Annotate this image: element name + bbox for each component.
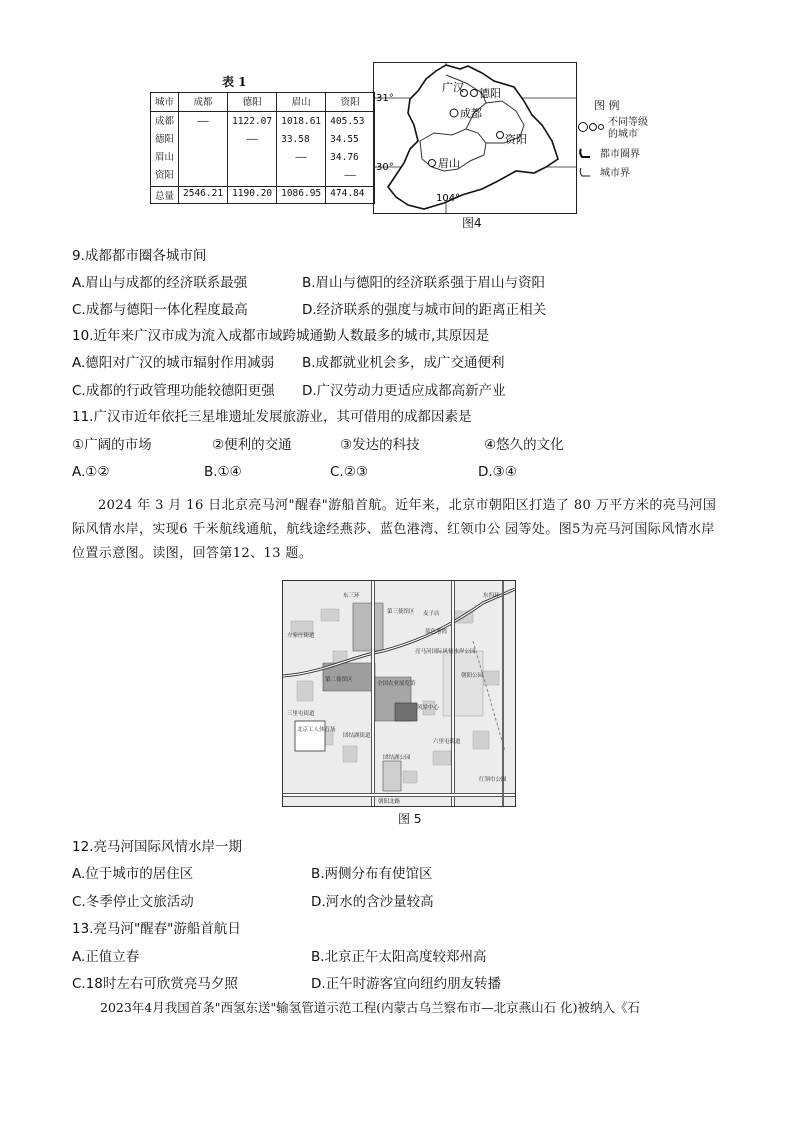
label-chaoyang-park: 朝阳公园 [461,673,484,679]
label-sanlitun: 三里屯街道 [287,711,315,717]
table1-cell: —— [197,116,209,127]
passage-hydrogen: 2023年4月我国首条"西氢东送"输氢管道示范工程(内蒙古乌兰察布市—北京燕山石 化)被纳入《石 [100,1000,640,1015]
table1-total: 2546.21 [179,187,228,204]
label-tuanjiehu: 团结湖公园 [383,755,411,761]
table1-total-row [151,187,375,204]
table1-row-city: 资阳 [155,170,175,181]
figure4-map-svg [374,63,576,213]
table1-cell: 34.55 [330,134,359,145]
q10-option-b: B.成都就业机会多，成广交通便利 [302,355,505,371]
q13-option-c: C.18时左右可欣赏亮马夕照 [72,976,238,992]
table1-col-chengdu [179,112,228,187]
city-label-guanghan: 广汉 [442,81,464,94]
q13-stem: 13.亮马河"醒春"游船首航日 [72,921,241,937]
q11-stem: 11.广汉市近年依托三星堆遗址发展旅游业，其可借用的成都因素是 [72,409,472,425]
table1-cell: 33.58 [281,134,310,145]
table1-row-city: 德阳 [155,134,175,145]
table1-title: 表 1 [222,75,247,89]
figure5-map [282,580,516,807]
q11-option-a: A.①② [72,464,110,480]
q12-option-a: A.位于城市的居住区 [72,866,194,882]
table1-total: 1190.20 [228,187,277,204]
q12-option-d: D.河水的含沙量较高 [311,894,434,910]
city-marker-chengdu [450,109,458,117]
table1-row-city: 眉山 [155,152,175,163]
table1-col-deyang [228,112,277,187]
figure4-caption: 图4 [462,216,482,230]
q10-option-c: C.成都的行政管理功能较德阳更强 [72,383,275,399]
q11-item-1: ①广阔的市场 [72,437,152,453]
table1-row-cities [151,112,179,187]
q11-option-c: C.②③ [330,464,368,480]
table1-cell: —— [344,170,356,181]
label-fengqing: 风景中心 [417,705,440,711]
q13-option-b: B.北京正午太阳高度较郑州高 [311,949,487,965]
label-north-road: 朝阳北路 [378,799,401,805]
legend-city-icon [578,121,606,133]
city-label-chengdu: 成都 [460,107,482,120]
q12-option-c: C.冬季停止文旅活动 [72,894,194,910]
label-park: 亮马河国际风情水岸公园 [415,649,476,655]
city-label-meishan: 眉山 [438,157,460,170]
legend-cityb-icon [578,166,594,178]
lon-104-label: 104° [436,193,461,204]
table1-row-city: 成都 [155,116,175,127]
q11-option-b: B.①④ [204,464,242,480]
table1-header: 资阳 [326,93,375,112]
q9-stem: 9.成都都市圈各城市间 [72,248,207,264]
q13-option-d: D.正午时游客宜向纽约朋友转播 [311,976,502,992]
legend-city-label: 不同等级的城市 [608,117,648,140]
city-marker-meishan [429,160,436,167]
lat-31-label: 31° [376,93,394,104]
q11-item-4: ④悠久的文化 [484,437,564,453]
label-embassy2: 第二使馆区 [325,677,353,683]
q11-item-3: ③发达的科技 [340,437,420,453]
q11-item-2: ②便利的交通 [212,437,292,453]
passage-liangma: 2024 年 3 月 16 日北京亮马河"醒春"游船首航。近年来，北京市朝阳区打造了 80 万平方米的亮马河国际风情水岸，实现6 千米航线通航，航线途经燕莎、蓝色港湾、红领巾公 园等处。图5为亮马河国际风情水岸位置示意图。读图，回答第12、13 题。 [72,498,717,561]
label-maizi: 麦子店 [423,611,440,617]
table1-total: 1086.95 [277,187,326,204]
q9-option-d: D.经济联系的强度与城市间的距离正相关 [302,302,547,318]
q9-option-c: C.成都与德阳一体化程度最高 [72,302,248,318]
table1-total: 474.84 [326,187,375,204]
table1-col-ziyang [326,112,375,187]
table1-cell: 34.76 [330,152,359,163]
table1-header-row [151,93,375,112]
q9-option-a: A.眉山与成都的经济联系最强 [72,275,248,291]
label-embassy3: 第三使馆区 [387,609,415,615]
q13-option-a: A.正值立春 [72,949,140,965]
legend-cityb-row [578,164,658,179]
table1 [150,92,375,204]
label-ring3: 东三环 [343,593,360,599]
table1-cell: —— [246,134,258,145]
lat-30-label: 30° [376,162,394,173]
label-lanse: 蓝色港湾 [425,629,448,635]
table1-body-row [151,112,375,187]
table1-cell: 405.53 [330,116,365,127]
q10-stem: 10.近年来广汉市成为流入成都市域跨城通勤人数最多的城市,其原因是 [72,328,490,344]
table1-cell: 1122.07 [232,116,273,127]
city-label-deyang: 德阳 [479,87,501,100]
metro-boundary [388,65,558,209]
label-workers: 北京工人体育场 [297,727,336,733]
q11-option-d: D.③④ [478,464,517,480]
figure4-map [373,62,577,214]
legend-city-row [578,117,658,141]
q12-option-b: B.两侧分布有使馆区 [311,866,433,882]
label-red-scarf: 红领巾公园 [479,777,507,783]
table1-header: 成都 [179,93,228,112]
legend-title: 图 例 [594,99,620,112]
table1-total-label: 总量 [151,187,179,204]
city-marker-deyang [471,90,478,97]
legend-metro-icon [578,147,594,159]
table1-header: 德阳 [228,93,277,112]
table1-cell: 1018.61 [281,116,322,127]
city-marker-ziyang [497,132,504,139]
city-label-ziyang: 资阳 [505,133,527,146]
table1-col-meishan [277,112,326,187]
q10-option-a: A.德阳对广汉的城市辐射作用减弱 [72,355,275,371]
legend-metro-row [578,145,658,160]
label-road-ring: 东四环 [483,593,500,599]
table1-header: 眉山 [277,93,326,112]
label-zuojiazhuang: 左家庄街道 [287,633,315,639]
table1-cell: —— [295,152,307,163]
legend-cityb-label: 城市界 [600,168,630,179]
q9-option-b: B.眉山与德阳的经济联系强于眉山与资阳 [302,275,546,291]
label-agri: 全国农业展览馆 [377,681,416,687]
label-tuanjie-st: 团结湖街道 [343,733,371,739]
figure5-caption: 图 5 [398,812,422,826]
q12-stem: 12.亮马河国际风情水岸一期 [72,839,242,855]
label-liuli: 六里屯街道 [433,739,461,745]
figure5-map-svg [283,581,515,806]
table1-header: 城市 [151,93,179,112]
q10-option-d: D.广汉劳动力更适应成都高新产业 [302,383,506,399]
figure4-legend [578,97,658,179]
legend-metro-label: 都市圈界 [600,149,640,160]
